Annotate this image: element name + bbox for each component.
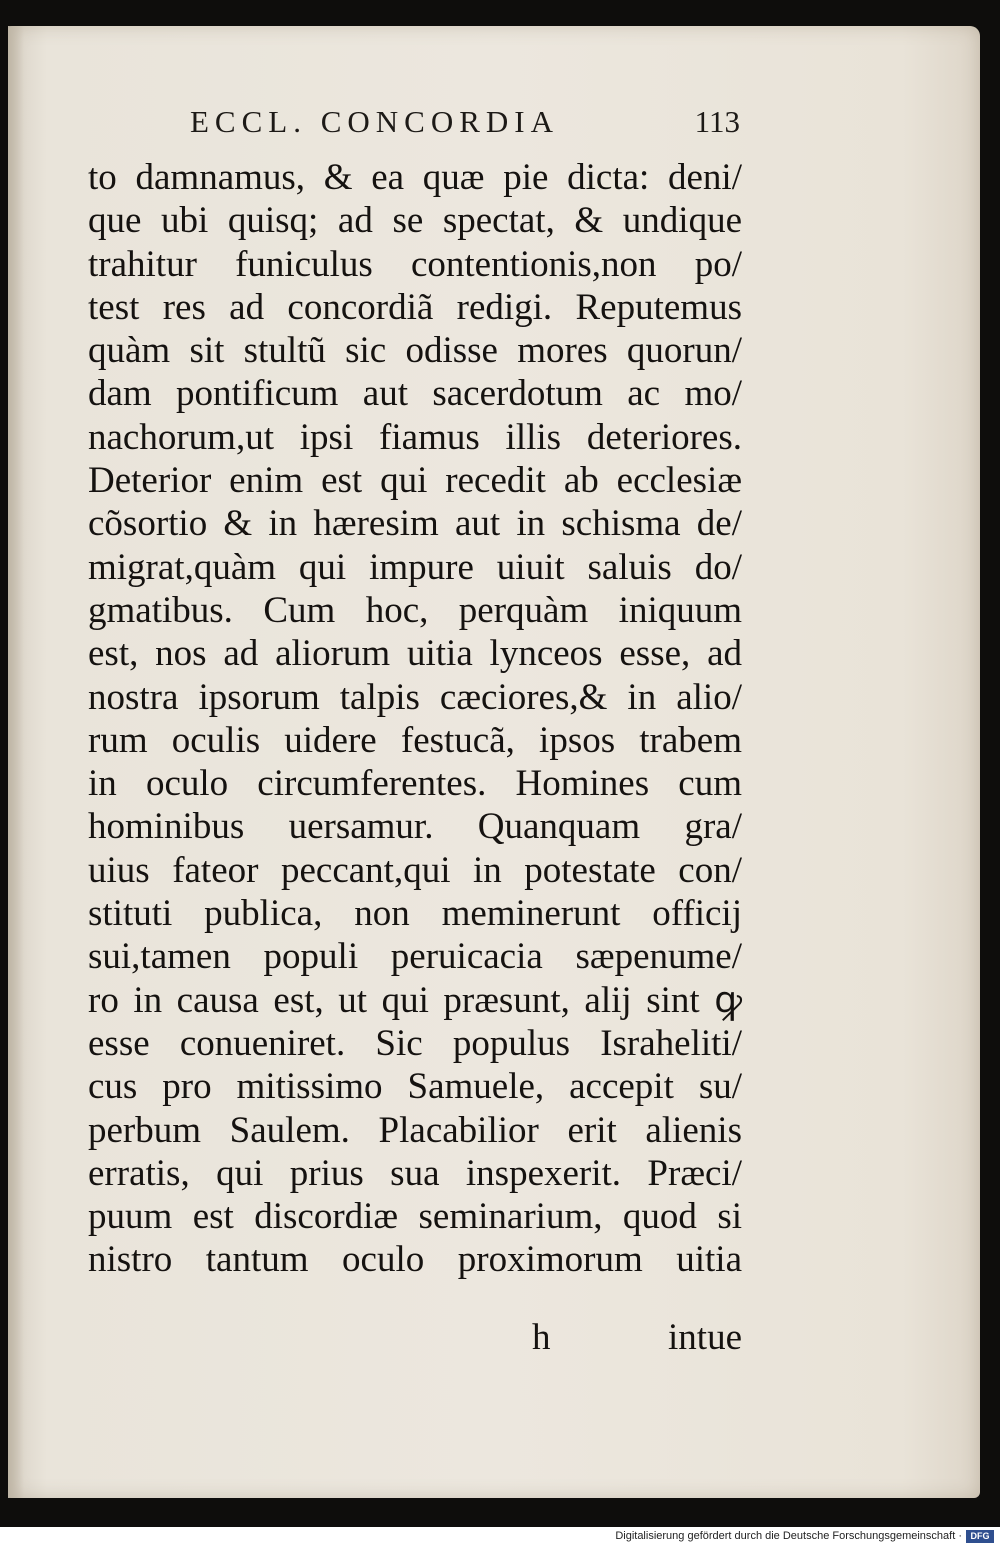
text-line: perbum Saulem. Placabilior erit alienis xyxy=(88,1109,742,1151)
running-title: ECCL. CONCORDIA xyxy=(190,104,560,139)
text-line: sui,tamen populi peruicacia sæpenume/ xyxy=(88,936,742,978)
text-line: stituti publica, non meminerunt officij xyxy=(88,893,742,935)
dfg-logo: DFG xyxy=(966,1530,994,1543)
text-line: que ubi quisq; ad se spectat, & undique xyxy=(88,200,742,242)
text-line: ro in causa est, ut qui præsunt, alij sint ꝙ xyxy=(88,979,742,1021)
text-line: cus pro mitissimo Samuele, accepit su/ xyxy=(88,1066,742,1108)
text-line: in oculo circumferentes. Homines cum xyxy=(88,763,742,805)
body-text xyxy=(88,156,742,1282)
text-line: nachorum,ut ipsi fiamus illis deteriores. xyxy=(88,416,742,458)
text-line: test res ad concordiã redigi. Reputemus xyxy=(88,286,742,328)
text-line: cõsortio & in hæresim aut in schisma de/ xyxy=(88,503,742,545)
text-line: Deterior enim est qui recedit ab ecclesiæ xyxy=(88,460,742,502)
text-line: erratis, qui prius sua inspexerit. Præci/ xyxy=(88,1152,742,1194)
text-line: uius fateor peccant,qui in potestate con/ xyxy=(88,849,742,891)
text-line: puum est discordiæ seminarium, quod si xyxy=(88,1196,742,1238)
text-line: nostra ipsorum talpis cæciores,& in alio/ xyxy=(88,676,742,718)
text-line: to damnamus, & ea quæ pie dicta: deni/ xyxy=(88,157,742,198)
funding-credit: Digitalisierung gefördert durch die Deutsche Forschungsgemeinschaft · xyxy=(615,1530,962,1542)
text-line: migrat,quàm qui impure uiuit saluis do/ xyxy=(88,546,742,588)
signature-mark: h xyxy=(532,1317,551,1358)
signature-line xyxy=(88,1316,742,1361)
text-line: hominibus uersamur. Quanquam gra/ xyxy=(88,806,742,848)
text-line: quàm sit stultũ sic odisse mores quorun/ xyxy=(88,330,742,372)
text-line: rum oculis uidere festucã, ipsos trabem xyxy=(88,719,742,761)
catchword: intue xyxy=(668,1317,742,1358)
text-line: esse conueniret. Sic populus Israheliti/ xyxy=(88,1022,742,1064)
text-line: nistro tantum oculo proximorum uitia xyxy=(88,1239,742,1281)
page-gutter-shadow xyxy=(8,26,24,1498)
footer-bar xyxy=(0,1527,1000,1547)
folio-number: 113 xyxy=(694,104,740,139)
text-line: gmatibus. Cum hoc, perquàm iniquum xyxy=(88,589,742,631)
text-line: trahitur funiculus contentionis,non po/ xyxy=(88,243,742,285)
text-line: dam pontificum aut sacerdotum ac mo/ xyxy=(88,373,742,415)
running-head xyxy=(190,104,750,144)
text-line: est, nos ad aliorum uitia lynceos esse, ad xyxy=(88,633,742,675)
